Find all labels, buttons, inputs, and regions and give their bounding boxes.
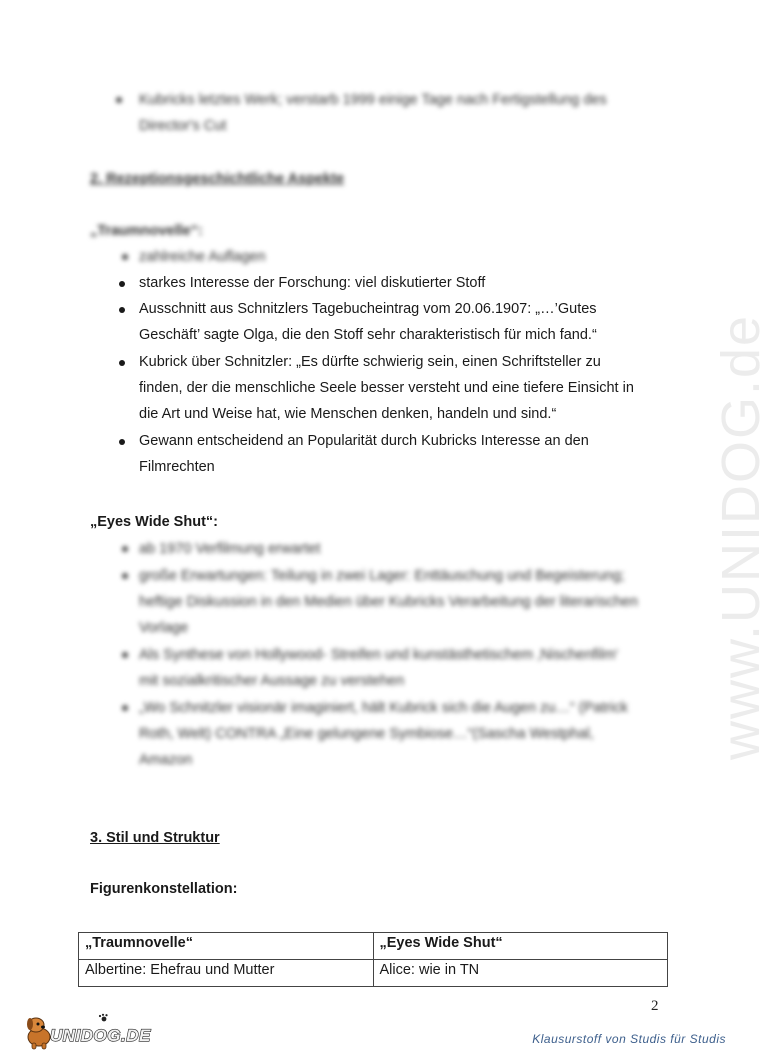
list-item-line: große Erwartungen: Teilung in zwei Lager: Enttäuschung und Begeisterung; (139, 568, 625, 584)
dog-icon (27, 1018, 50, 1049)
bullet-icon (119, 439, 125, 445)
list-item-line: mit sozialkritischer Aussage zu verstehen (139, 673, 405, 689)
logo-text: UNIDOG.DE (50, 1026, 151, 1045)
list-item-line: Amazon (139, 752, 193, 768)
bullet-icon (122, 546, 128, 552)
list-item-line: Als Synthese von Hollywood- Streifen und kunstästhetischem ‚Nischenfilm‘ (139, 647, 619, 663)
list-item-line: ab 1970 Verfilmung erwartet (139, 541, 321, 557)
bullet-icon (119, 307, 125, 313)
list-item-line: Filmrechten (139, 459, 215, 475)
bullet-icon (119, 281, 125, 287)
list-item-line: Vorlage (139, 620, 189, 636)
table-cell: Albertine: Ehefrau und Mutter (79, 960, 374, 987)
list-item-line: Ausschnitt aus Schnitzlers Tagebucheintrag vom 20.06.1907: „…’Gutes (139, 301, 597, 317)
subsection-heading: „Eyes Wide Shut“: (90, 514, 218, 530)
table-header-row (79, 933, 668, 960)
list-item-line: Gewann entscheidend an Popularität durch Kubricks Interesse an den (139, 433, 589, 449)
bullet-icon (116, 97, 122, 103)
list-item-line: heftige Diskussion in den Medien über Kubricks Verarbeitung der literarischen (139, 594, 638, 610)
list-item-line: Roth, Welt) CONTRA „Eine gelungene Symbiose…“(Sascha Westphal, (139, 726, 594, 742)
list-item-line: Kubrick über Schnitzler: „Es dürfte schwierig sein, einen Schriftsteller zu (139, 354, 601, 370)
list-item-line: finden, der die menschliche Seele besser versteht und eine tiefere Einsicht in (139, 380, 634, 396)
list-item-line: starkes Interesse der Forschung: viel diskutierter Stoff (139, 275, 486, 291)
list-item-line: Geschäft’ sagte Olga, die den Stoff sehr charakteristisch für mich fand.“ (139, 327, 597, 343)
table-cell: Alice: wie in TN (373, 960, 668, 987)
bullet-icon (122, 652, 128, 658)
watermark-text: www.UNIDOG.de (711, 313, 771, 760)
list-item-line: die Art und Weise hat, wie Menschen denken, handeln und sind.“ (139, 406, 557, 422)
table-row (79, 960, 668, 987)
figure-constellation-table (78, 932, 668, 987)
table-header-cell: „Traumnovelle“ (79, 933, 374, 960)
page-number: 2 (651, 998, 659, 1014)
list-item-line: „Wo Schnitzler visionär imaginiert, hält Kubrick sich die Augen zu…“ (Patrick (139, 700, 628, 716)
footer-tagline: Klausurstoff von Studis für Studis (532, 1032, 726, 1046)
bullet-icon (122, 573, 128, 579)
paw-icon (99, 1014, 108, 1022)
section-heading: 2. Rezeptionsgeschichtliche Aspekte (90, 171, 345, 187)
bullet-icon (122, 705, 128, 711)
list-item-line: Kubricks letztes Werk; verstarb 1999 einige Tage nach Fertigstellung des (139, 92, 607, 108)
subsection-heading: Figurenkonstellation: (90, 881, 238, 897)
table-header-cell: „Eyes Wide Shut“ (373, 933, 668, 960)
list-item-line: Director's Cut (139, 118, 227, 134)
subsection-heading: „Traumnovelle“: (90, 223, 203, 239)
section-heading: 3. Stil und Struktur (90, 830, 220, 846)
list-item-line: zahlreiche Auflagen (139, 249, 266, 265)
bullet-icon (122, 254, 128, 260)
bullet-icon (119, 360, 125, 366)
